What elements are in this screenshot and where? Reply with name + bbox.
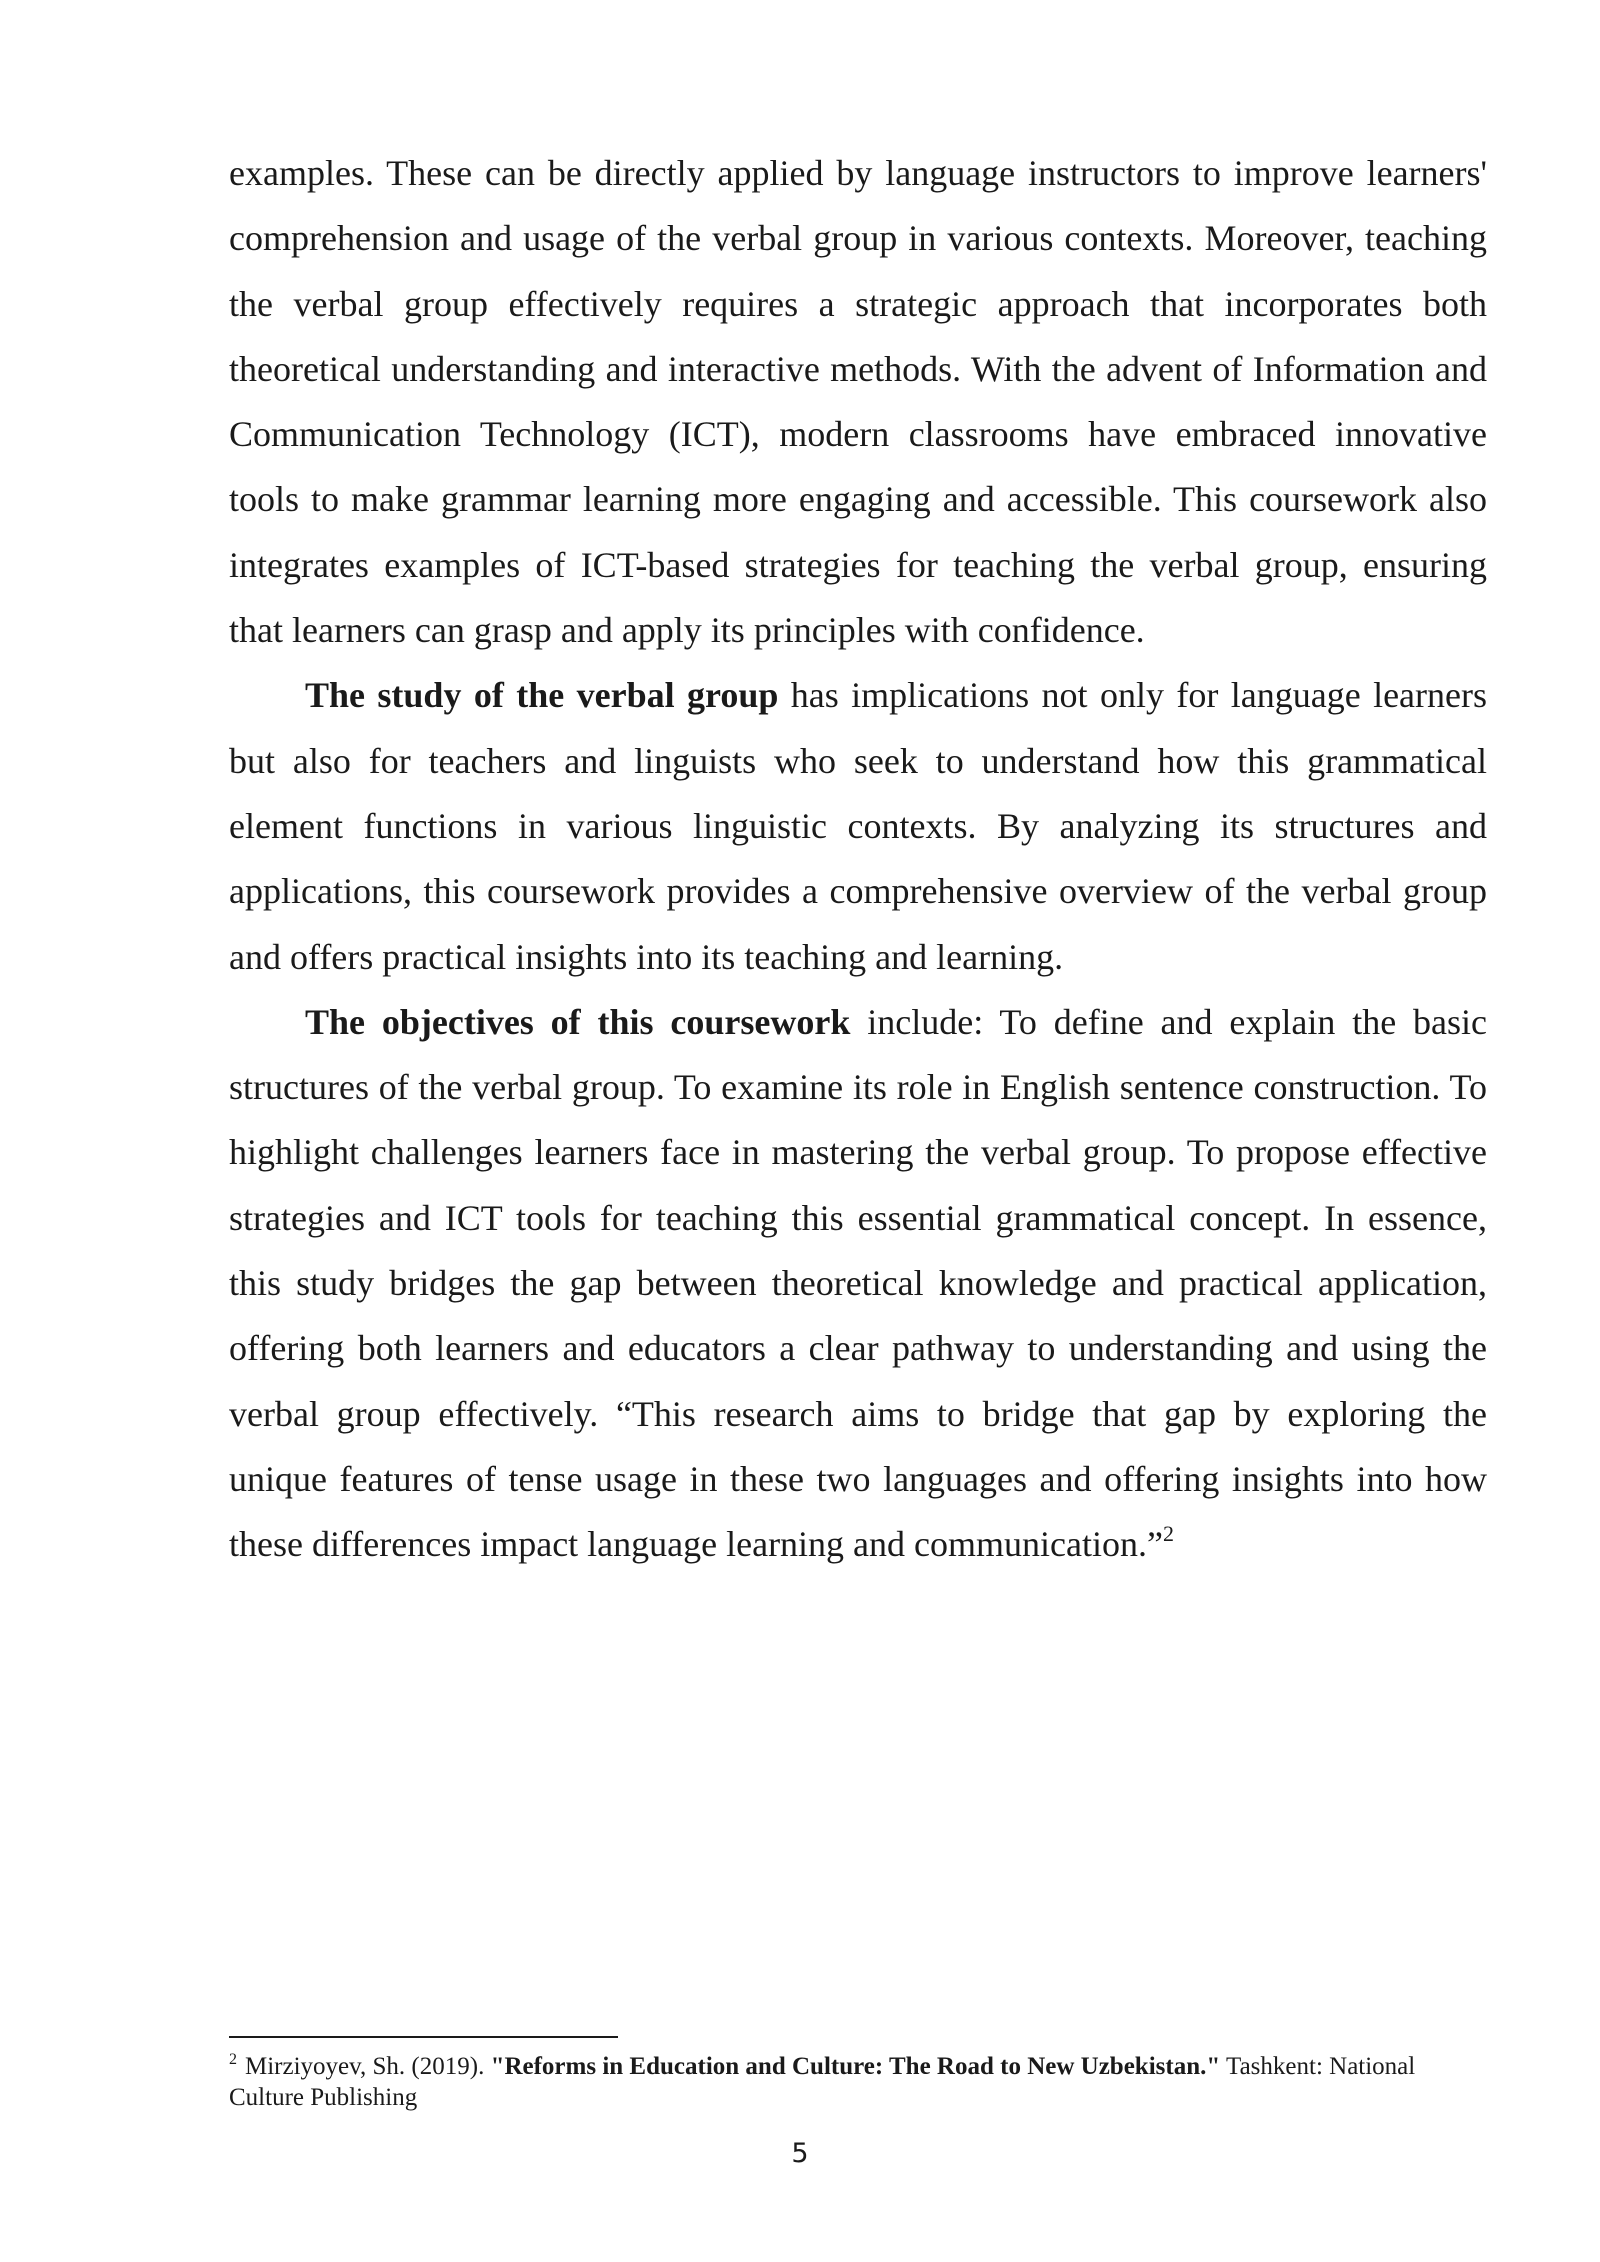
paragraph-2-lead: The study of the verbal group [305, 675, 779, 716]
footnote-separator [229, 2036, 618, 2038]
paragraph-3-text: include: To define and explain the basic structures of the verbal group. To examine its role in English sentence construction. To highlight challenges learners face in mastering the verbal group. To propose effective strategies and ICT tools for teaching this essential grammatical concept. In essence, this study bridges the gap between theoretical knowledge and practical application, offering both learners and educators a clear pathway to understanding and using the verbal group effectively. “This research aims to bridge that gap by exploring the unique features of tense usage in these two languages and offering insights into how these differences impact language learning and communication.” [229, 1001, 1488, 1565]
footnote [229, 2051, 1487, 2113]
paragraph-2 [229, 663, 1487, 989]
footnote-reference[interactable]: 2 [1162, 1521, 1174, 1547]
paragraph-2-text: has implications not only for language learners but also for teachers and linguists who seek to understand how this grammatical element functions in various linguistic contexts. By analyzing its structures and applications, this coursework provides a comprehensive overview of the verbal group and offers practical insights into its teaching and learning. [229, 675, 1487, 977]
footnote-marker: 2 [229, 2051, 237, 2068]
page-number: 5 [791, 2138, 809, 2169]
paragraph-3 [229, 990, 1487, 1578]
body-text [229, 141, 1487, 1578]
paragraph-3-lead: The objectives of this coursework [305, 1001, 851, 1042]
footnote-publisher: Tashkent: National Culture Publishing [229, 2053, 1416, 2111]
footnote-author: Mirziyoyev, Sh. (2019). [245, 2053, 491, 2080]
footnote-title: "Reforms in Education and Culture: The Road to New Uzbekistan." [490, 2053, 1221, 2080]
paragraph-1: examples. These can be directly applied by language instructors to improve learners' comprehension and usage of the verbal group in various contexts. Moreover, teaching the verbal group effectively requires a strategic approach that incorporates both theoretical understanding and interactive methods. With the advent of Information and Communication Technology (ICT), modern classrooms have embraced innovative tools to make grammar learning more engaging and accessible. This coursework also integrates examples of ICT-based strategies for teaching the verbal group, ensuring that learners can grasp and apply its principles with confidence. [229, 153, 1487, 651]
